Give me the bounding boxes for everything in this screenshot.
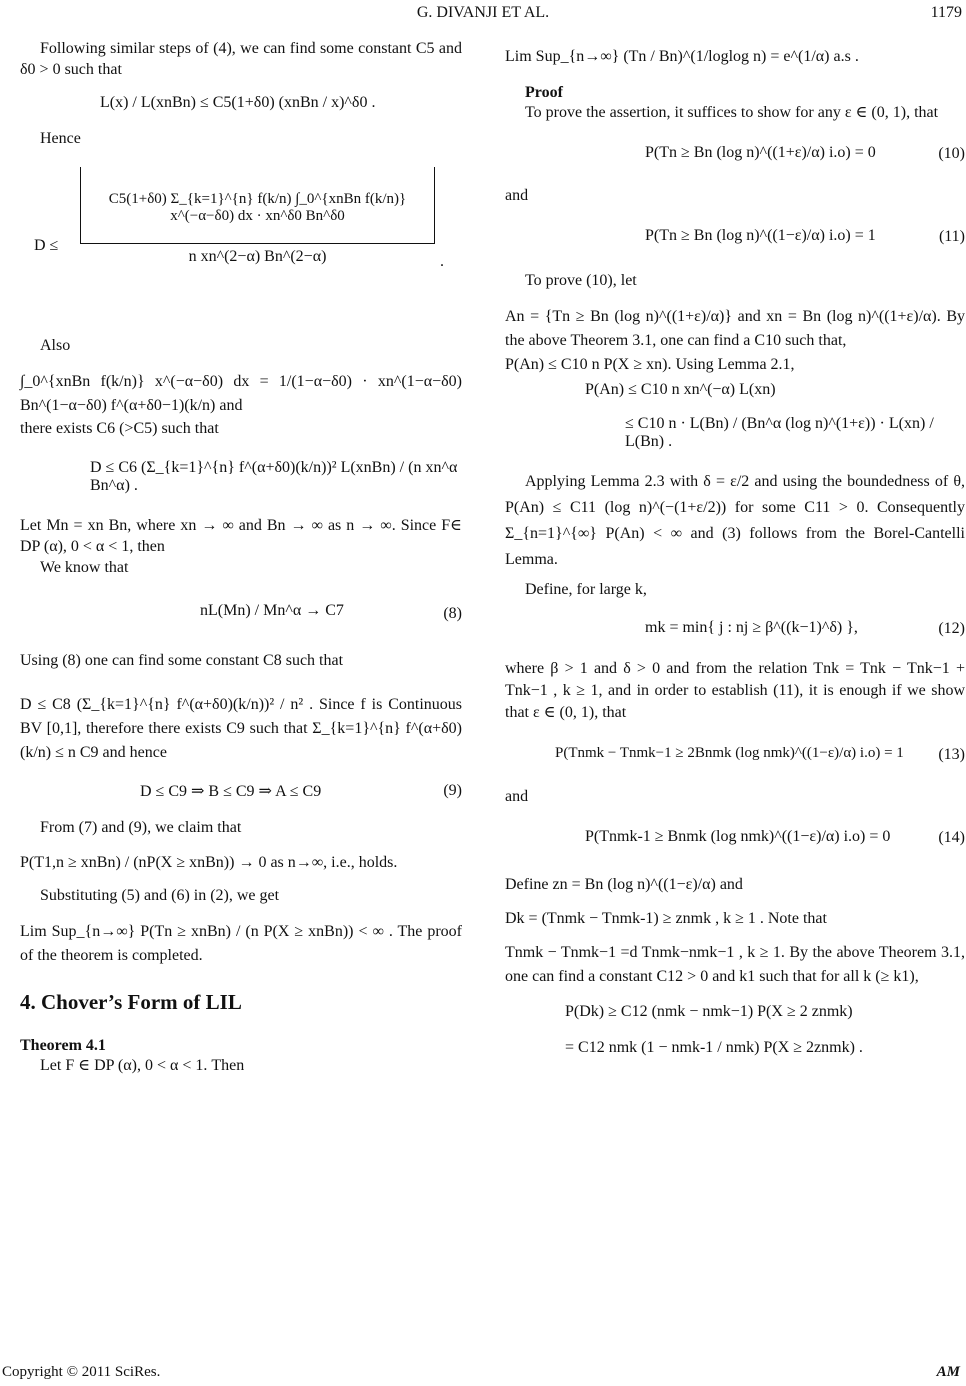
equation-8: nL(Mn) / Mn^α → C7 (8) xyxy=(200,602,462,622)
copyright-text: Copyright © 2011 SciRes. xyxy=(2,1364,161,1380)
paragraph-bv: D ≤ C8 (Σ_{k=1}^{n} f^(α+δ0)(k/n))² / n² . Since f is Continuous BV [0,1], therefore there exists C9 such that Σ_{k=1}^{n} f^(α+δ0)(k/n) ≤ n C9 and hence xyxy=(20,696,462,761)
paragraph-and-1: and xyxy=(505,187,529,204)
paragraph-integral: ∫_0^{xnBn f(k/n)} x^(−α−δ0) dx = 1/(1−α−δ0) · xn^(1−α−δ0) Bn^(1−α−δ0) f^(α+δ0−1)(k/n) and xyxy=(20,373,462,414)
paragraph-also: Also xyxy=(40,337,71,354)
equation-11-number: (11) xyxy=(938,228,965,245)
d-lhs: D ≤ xyxy=(34,237,59,254)
left-column xyxy=(20,38,462,1076)
paragraph-claim: From (7) and (9), we claim that xyxy=(40,819,242,836)
equation-14-number: (14) xyxy=(938,829,965,846)
equation-11: P(Tn ≥ Bn (log n)^((1−ε)/α) i.o) = 1 (11) xyxy=(645,227,965,245)
proof-heading: Proof xyxy=(525,84,563,101)
running-title: G. DIVANJI ET AL. xyxy=(416,4,550,21)
equation-8-number: (8) xyxy=(443,605,462,622)
equation-10: P(Tn ≥ Bn (log n)^((1+ε)/α) i.o) = 0 (10) xyxy=(645,144,965,162)
paragraph-tnmk: Tnmk − Tnmk−1 =d Tnmk−nmk−1 , k ≥ 1. By the above Theorem 3.1, one can find a constant C12 > 0 and k1 such that for all k (≥ k1), xyxy=(505,944,965,985)
equation-12-number: (12) xyxy=(938,620,965,637)
paragraph-hence: Hence xyxy=(40,130,81,147)
paragraph-zn: Define zn = Bn (log n)^((1−ε)/α) and xyxy=(505,876,743,893)
equation-pan-2: ≤ C10 n · L(Bn) / (Bn^α (log n)^(1+ε)) · L(xn) / L(Bn) . xyxy=(625,415,934,450)
equation-13: P(Tnmk − Tnmk−1 ≥ 2Bnmk (log nmk)^((1−ε)/α) i.o) = 1 (13) xyxy=(555,745,965,763)
paragraph-let: To prove (10), let xyxy=(525,272,637,289)
paragraph-substitute: Substituting (5) and (6) in (2), we get xyxy=(40,887,280,904)
paragraph-define: Define, for large k, xyxy=(525,581,647,598)
d-denominator: n xn^(2−α) Bn^(2−α) xyxy=(188,248,327,265)
page-footer xyxy=(2,1364,964,1381)
journal-abbrev: AM xyxy=(936,1364,960,1380)
paragraph-limsup: Lim Sup_{n→∞} P(Tn ≥ xnBn) / (n P(X ≥ xnBn)) < ∞ . The proof of the theorem is completed. xyxy=(20,923,462,964)
equation-theorem: Lim Sup_{n→∞} (Tn / Bn)^(1/loglog n) = e^(1/α) a.s . xyxy=(505,48,859,65)
right-column xyxy=(505,38,965,1057)
paragraph-apply: Applying Lemma 2.3 with δ = ε/2 and using the boundedness of θ, P(An) ≤ C11 (log n)^(−(1+ε/2)) for some C11 > 0. Consequently Σ_{n=1}^{∞} P(An) < ∞ and (3) follows from the Borel-Cantelli Lemma. xyxy=(505,473,965,568)
equation-d-c6: D ≤ C6 (Σ_{k=1}^{n} f^(α+δ0)(k/n))² L(xnBn) / (n xn^α Bn^α) . xyxy=(90,459,458,494)
equation-12: mk = min{ j : nj ≥ β^((k−1)^δ) }, (12) xyxy=(645,619,965,637)
equation-13-number: (13) xyxy=(938,746,965,763)
page-number: 1179 xyxy=(930,4,962,21)
paragraph-holds: P(T1,n ≥ xnBn) / (nP(X ≥ xnBn)) → 0 as n→∞, i.e., holds. xyxy=(20,854,398,871)
equation-14: P(Tnmk-1 ≥ Bnmk (log nmk)^((1−ε)/α) i.o) = 0 (14) xyxy=(585,828,965,846)
equation-pdk-2: = C12 nmk (1 − nmk-1 / nmk) P(X ≥ 2znmk) . xyxy=(565,1039,863,1056)
paragraph-dk: Dk = (Tnmk − Tnmk-1) ≥ znmk , k ≥ 1 . Note that xyxy=(505,910,827,927)
paragraph-prove: To prove the assertion, it suffices to show for any ε ∈ (0, 1), that xyxy=(525,104,939,121)
equation-10-number: (10) xyxy=(938,145,965,162)
paragraph-an: An = {Tn ≥ Bn (log n)^((1+ε)/α)} and xn = Bn (log n)^((1+ε)/α). By the above Theorem 3.1, one can find a C10 such that, xyxy=(505,308,965,349)
equation-9: D ≤ C9 ⇒ B ≤ C9 ⇒ A ≤ C9 (9) xyxy=(140,782,462,800)
equation-pan-1: P(An) ≤ C10 n xn^(−α) L(xn) xyxy=(585,381,776,398)
paragraph-c8: Using (8) one can find some constant C8 such that xyxy=(20,652,344,669)
page-header xyxy=(0,4,966,26)
paragraph-mn: Let Mn = xn Bn, where xn → ∞ and Bn → ∞ as n → ∞. Since F∈ DP (α), 0 < α < 1, then xyxy=(20,517,462,555)
equation-9-number: (9) xyxy=(443,782,462,799)
paragraph-know: We know that xyxy=(40,559,129,576)
theorem-statement: Let F ∈ DP (α), 0 < α < 1. Then xyxy=(40,1057,245,1074)
equation-d-bound: D ≤ C5(1+δ0) Σ_{k=1}^{n} f(k/n) ∫_0^{xnBn f(k/n)} x^(−α−δ0) dx · xn^δ0 Bn^δ0 n xn^(2−α) Bn^(2−α) . xyxy=(20,167,462,317)
paragraph-c5: Following similar steps of (4), we can find some constant C5 and δ0 > 0 such that xyxy=(20,40,462,78)
theorem-heading: Theorem 4.1 xyxy=(20,1037,106,1054)
paragraph-and-2: and xyxy=(505,788,529,805)
paragraph-lemma-2-1: P(An) ≤ C10 n P(X ≥ xn). Using Lemma 2.1, xyxy=(505,356,795,373)
paragraph-c6: there exists C6 (>C5) such that xyxy=(20,420,219,437)
equation-lx-ratio: L(x) / L(xnBn) ≤ C5(1+δ0) (xnBn / x)^δ0 . xyxy=(100,94,376,111)
equation-pdk-1: P(Dk) ≥ C12 (nmk − nmk−1) P(X ≥ 2 znmk) xyxy=(565,1003,853,1020)
paragraph-where: where β > 1 and δ > 0 and from the relation Tnk = Tnk − Tnk−1 + Tnk−1 , k ≥ 1, and in order to establish (11), it is enough if we show that ε ∈ (0, 1), that xyxy=(505,660,965,721)
d-numerator: C5(1+δ0) Σ_{k=1}^{n} f(k/n) ∫_0^{xnBn f(k/n)} x^(−α−δ0) dx · xn^δ0 Bn^δ0 xyxy=(80,167,435,244)
section-heading: 4. Chover’s Form of LIL xyxy=(20,990,242,1014)
